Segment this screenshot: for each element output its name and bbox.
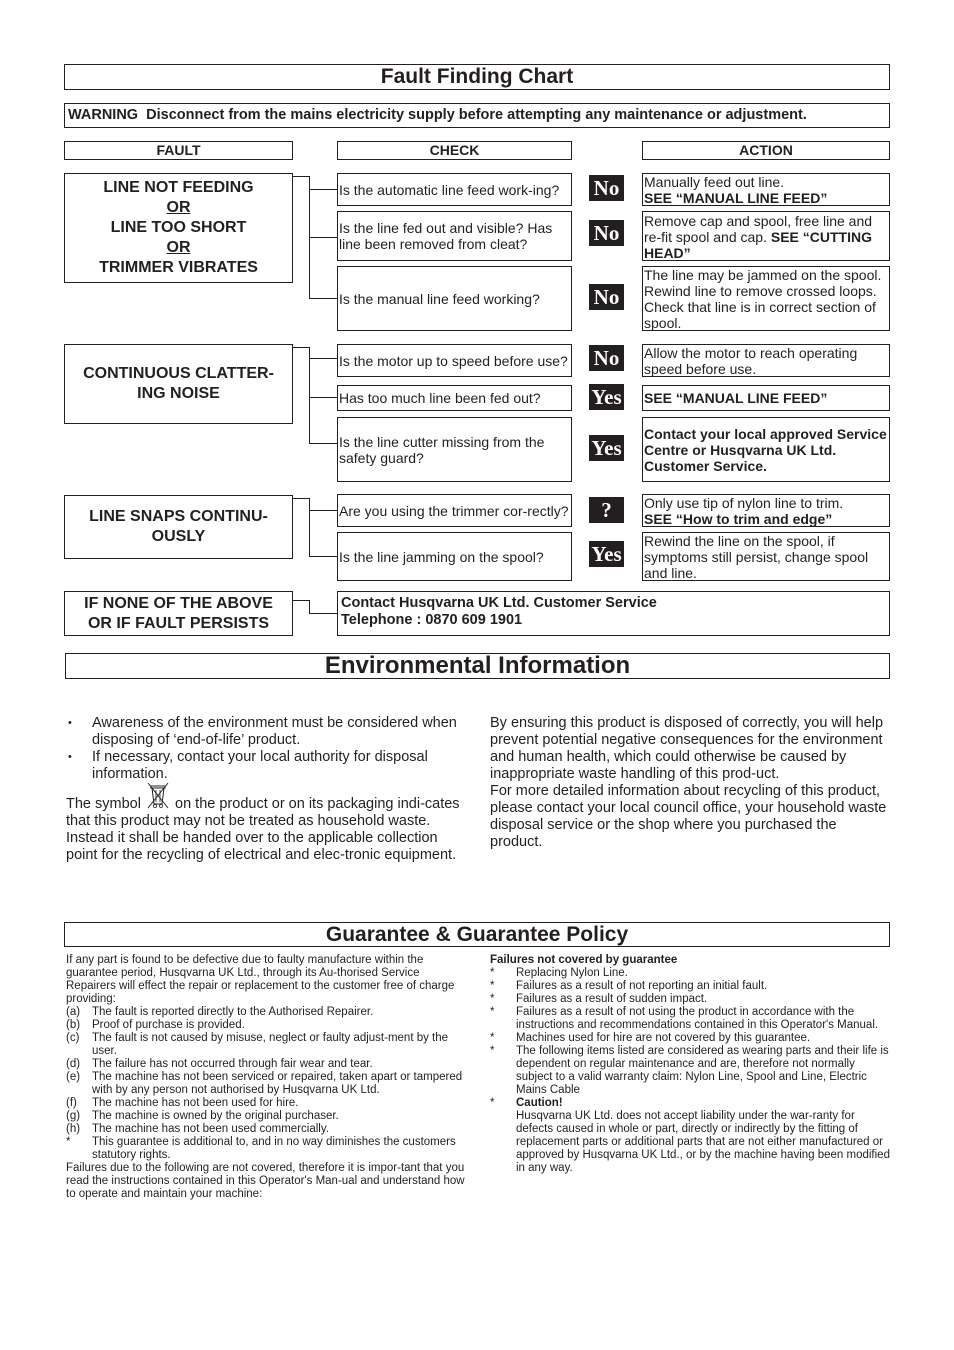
environmental-paragraph: For more detailed information about recycling of this product, please contact your local council office, your household waste disposal service or the shop where you purchased the product. [490,783,887,850]
fault-line-not-feeding: LINE NOT FEEDING OR LINE TOO SHORT OR TRIMMER VIBRATES [64,173,293,283]
check-too-much-line: Has too much line been fed out? [337,385,572,411]
list-item: * Failures as a result of sudden impact. [490,993,708,1005]
action-remove-cap: Remove cap and spool, free line and re-fit spool and cap. SEE “CUTTING HEAD” [642,211,890,261]
list-item: (b) Proof of purchase is provided. [66,1019,245,1031]
warning-text: Disconnect from the mains electricity supply before attempting any maintenance or adjustment. [146,107,807,123]
symbol-text-after: on the product or on its packaging indi-cates that this product may not be treated as household waste. Instead it shall be handed over to the applicable collection point for the recycling of electrical and elec-tronic equipment. [66,796,460,863]
list-item: * This guarantee is additional to, and in no way diminishes the customers statutory rights. [66,1136,456,1161]
action-manual-feed: Manually feed out line. SEE “MANUAL LINE FEED” [642,173,890,206]
answer-yes: Yes [589,435,624,461]
list-item: (d) The failure has not occurred through fair wear and tear. [66,1058,373,1070]
fault-line-snaps: LINE SNAPS CONTINU- OUSLY [64,495,293,559]
list-item: * Failures as a result of not using the product in accordance with the instructions and recommendations contained in this Operator's Manual. [490,1006,879,1031]
symbol-text-before: The symbol [66,796,141,812]
list-item: (h) The machine has not been used commercially. [66,1123,329,1135]
answer-yes: Yes [589,384,624,410]
answer-no: No [589,284,624,310]
answer-question: ? [589,497,624,523]
answer-no: No [589,220,624,246]
list-item: • If necessary, contact your local authority for disposal information. [66,749,466,783]
guarantee-intro: If any part is found to be defective due to faulty manufacture within the guarantee period, Husqvarna UK Ltd., through its Au-thorised Service Repairers will effect the repair or replacement to the customer free of charge providing: [66,954,455,1005]
environmental-title: Environmental Information [65,653,890,679]
environmental-paragraph: By ensuring this product is disposed of correctly, you will help prevent potential negative consequences for the environment and human health, which could otherwise be caused by inappropriate waste handling of this prod-uct. [490,715,884,782]
fault-none-of-above: IF NONE OF THE ABOVE OR IF FAULT PERSISTS [64,591,293,636]
action-rewind-line: Rewind the line on the spool, if symptoms still persist, change spool and line. [642,532,890,581]
fault-clattering-noise: CONTINUOUS CLATTER- ING NOISE [64,344,293,424]
answer-no: No [589,345,624,371]
header-action: ACTION [642,141,890,160]
list-item: * Failures as a result of not reporting an initial fault. [490,980,768,992]
environmental-right-column [490,715,890,851]
not-covered-title: Failures not covered by guarantee [490,954,678,966]
check-auto-feed: Is the automatic line feed work-ing? [337,173,572,206]
guarantee-right-column [490,954,890,1175]
guarantee-left-column [66,954,466,1201]
list-item: (f) The machine has not been used for hire. [66,1097,299,1109]
contact-telephone: Telephone : 0870 609 1901 [341,612,523,628]
list-item: * Machines used for hire are not covered by this guarantee. [490,1032,811,1044]
header-fault: FAULT [64,141,293,160]
header-check: CHECK [337,141,572,160]
list-item: (c) The fault is not caused by misuse, neglect or faulty adjust-ment by the user. [66,1032,449,1057]
check-using-correctly: Are you using the trimmer cor-rectly? [337,494,572,527]
list-item: * Replacing Nylon Line. [490,967,628,979]
check-line-jamming: Is the line jamming on the spool? [337,532,572,581]
check-line-visible: Is the line fed out and visible? Has line been removed from cleat? [337,211,572,261]
list-item: (e) The machine has not been serviced or repaired, taken apart or tampered with by any person not authorised by Husqvarna UK Ltd. [66,1071,463,1096]
warning-box [64,103,890,128]
caution-text: Husqvarna UK Ltd. does not accept liability under the war-ranty for defects caused in whole or part, directly or indirectly by the fitting of replacement parts or additional parts that are not either manufactured or approved by Husqvarna UK Ltd., or by the machine having been modified in any way. [516,1110,890,1174]
action-line-jammed: The line may be jammed on the spool. Rewind line to remove crossed loops. Check that line is in correct section of spool. [642,266,890,331]
guarantee-outro: Failures due to the following are not covered, therefore it is impor-tant that you read the instructions contained in this Operator's Man-ual and understand how to operate and maintain your machine: [66,1162,465,1200]
list-item: • Awareness of the environment must be considered when disposing of ‘end-of-life’ product. [66,715,466,749]
check-line-cutter: Is the line cutter missing from the safety guard? [337,417,572,482]
contact-box [337,591,890,636]
list-item: (a) The fault is reported directly to the Authorised Repairer. [66,1006,374,1018]
warning-label: WARNING [68,107,139,123]
check-motor-speed: Is the motor up to speed before use? [337,344,572,377]
list-item: * The following items listed are considered as wearing parts and their life is dependent on regular maintenance and are, therefore not normally subject to a valid warranty claim: Nylon Line, Spool and Line, Electric Mains Cable [490,1045,889,1096]
wheelie-bin-icon [145,780,171,808]
answer-yes: Yes [589,541,624,567]
action-contact-service: Contact your local approved Service Centre or Husqvarna UK Ltd. Customer Service. [642,417,890,482]
environmental-left-column [66,715,466,864]
action-use-tip: Only use tip of nylon line to trim. SEE “How to trim and edge” [642,494,890,527]
action-see-manual-feed: SEE “MANUAL LINE FEED” [642,385,890,411]
check-manual-feed: Is the manual line feed working? [337,266,572,331]
action-allow-speed: Allow the motor to reach operating speed before use. [642,344,890,377]
guarantee-title: Guarantee & Guarantee Policy [64,922,890,947]
caution-item: * Caution! [490,1097,563,1109]
contact-service: Contact Husqvarna UK Ltd. Customer Service [341,595,657,611]
answer-no: No [589,175,624,201]
fault-chart-title: Fault Finding Chart [64,64,890,90]
list-item: (g) The machine is owned by the original purchaser. [66,1110,339,1122]
